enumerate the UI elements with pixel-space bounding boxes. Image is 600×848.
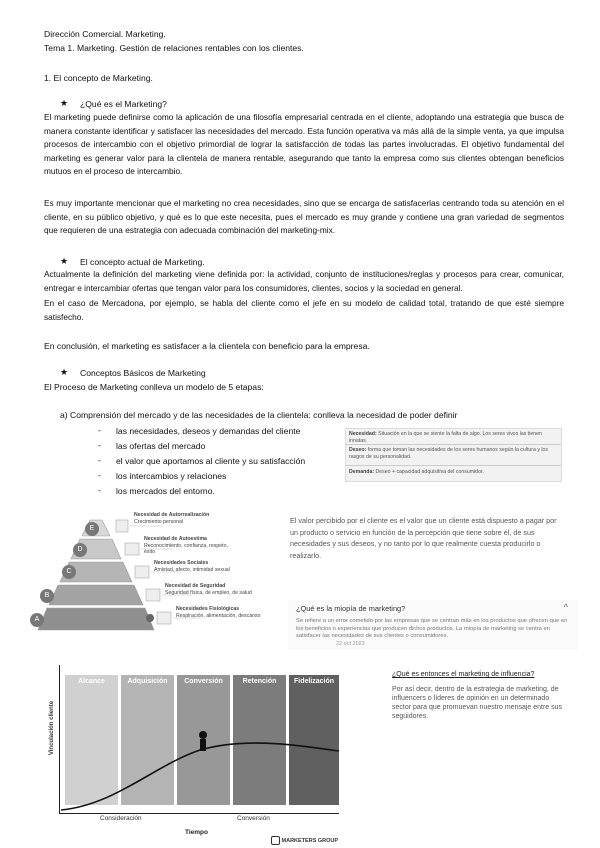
- pyramid-level-b: Necesidad de Seguridad Seguridad física, de empleo, de salud: [165, 583, 252, 596]
- paragraph-current-definition: Actualmente la definición del marketing viene definida por: la actividad, conjunto de instituciones/reglas y procesos para crear, comunicar, entregar e intercambiar ofertas que tengan valor para los consumidores, clientes, socios y la sociedad en general.: [44, 269, 564, 293]
- influencer-question: ¿Qué es entonces el marketing de influencia?: [392, 671, 535, 678]
- customer-journey-chart: [45, 665, 345, 845]
- value-perceived-note: El valor percibido por el cliente es el valor que un cliente está dispuesto a pagar por un producto o servicio en función de la percepción que tiene sobre él, de sus necesidades y sus deseos, y no tanto por lo que realmente cuesta producirlo o realizarlo.: [290, 516, 557, 560]
- star-bullet-icon: ★: [60, 367, 69, 377]
- definition-necesidad: Necesidad: Situación en la que se siente la falta de algo. Los seres vivos las tienen innatas.: [349, 431, 542, 444]
- bullet-item: los intercambios y relaciones: [116, 471, 227, 481]
- bullet-item: los mercados del entorno.: [116, 486, 215, 496]
- conclusion: En conclusión, el marketing es satisfacer a la clientela con beneficio para la empresa.: [44, 341, 370, 351]
- bullet-dash: -: [98, 485, 101, 495]
- faq-answer: Se refiere a un error cometido por las empresas que se centran más en los productos que ofrecen que en los beneficios o experiencias que producen dichos productos. La miopía de marketing se centra en satisfacer las necesidades de sus clientes o consumidores.: [296, 618, 568, 640]
- definition-demanda: Demanda: Deseo + capacidad adquisitiva del consumidor.: [349, 469, 484, 475]
- paragraph-needs: Es muy importante mencionar que el marketing no crea necesidades, sino que se encarga de satisfacerlas centrando toda su atención en el cliente, en su público objetivo, y qué es lo que este necesita, pues el mercado es muy grande y contiene una gran variedad de segmentos que requieren de una estrategia con adecuada combinación del marketing-mix.: [44, 198, 564, 236]
- stage-title: Retención: [242, 678, 277, 685]
- paragraph-definition: El marketing puede definirse como la aplicación de una filosofía empresarial centrada en el cliente, adoptando una estrategia que busca de manera constante identificar y satisfacer las necesidades del mercado. Esta función operativa va más allá de la simple venta, ya que impulsa procesos de intercambio con el objetivo primordial de lograr la satisfacción de todas las partes involucradas. El objetivo fundamental del marketing es generar valor para la clientela de manera rentable, asegurando que tanto la empresa como sus clientes obtengan beneficios mutuos en el proceso de intercambio.: [44, 112, 564, 177]
- pyramid-level-d: Necesidad de Autoestima Reconocimiento, confianza, respeto, éxito: [144, 536, 228, 556]
- level-letter-a: A: [30, 613, 44, 627]
- stage-title: Conversión: [184, 678, 223, 685]
- divider: [346, 444, 561, 445]
- bottom-label: Consideración: [100, 815, 142, 822]
- x-axis-label: Tiempo: [185, 829, 208, 836]
- influencer-note: [392, 670, 568, 721]
- brand-label: MARKETERS GROUP: [271, 836, 338, 845]
- engagement-curve: [45, 665, 345, 825]
- paragraph-mercadona: En el caso de Mercadona, por ejemplo, se habla del cliente como el jefe en su modelo de calidad total, tratando de que esté siempre satisfecho.: [44, 298, 564, 322]
- process-intro: El Proceso de Marketing conlleva un modelo de 5 etapas:: [44, 382, 264, 392]
- doc-header-line1: Dirección Comercial. Marketing.: [44, 29, 166, 39]
- pyramid-level-e: Necesidad de Autorrealización Crecimiento personal: [134, 512, 210, 525]
- bullet-dash: -: [98, 440, 101, 450]
- level-letter-c: C: [62, 565, 76, 579]
- divider: [346, 465, 561, 466]
- faq-question: ¿Qué es la miopía de marketing?: [296, 604, 406, 613]
- doc-header-line2: Tema 1. Marketing. Gestión de relaciones rentables con los clientes.: [44, 43, 304, 53]
- pyramid-level-a: Necesidades Fisiológicas Respiración, alimentación, descanso: [176, 606, 261, 619]
- heading-conceptos-basicos: Conceptos Básicos de Marketing: [80, 368, 206, 378]
- bullet-item: el valor que aportamos al cliente y su satisfacción: [116, 456, 306, 466]
- bottom-label: Conversión: [237, 815, 270, 822]
- heading-concepto-actual: El concepto actual de Marketing.: [80, 257, 205, 267]
- step-a: a) Comprensión del mercado y de las necesidades de la clientela: conlleva la necesidad de poder definir: [60, 410, 458, 420]
- stage-title: Fidelización: [293, 678, 335, 685]
- heading-que-es-marketing: ¿Qué es el Marketing?: [80, 99, 167, 109]
- faq-card: [288, 600, 578, 650]
- bullet-item: las ofertas del mercado: [116, 441, 206, 451]
- star-bullet-icon: ★: [60, 98, 69, 108]
- bullet-dash: -: [98, 470, 101, 480]
- star-bullet-icon: ★: [60, 256, 69, 266]
- level-letter-d: D: [73, 543, 87, 557]
- y-axis-label: Vinculación cliente: [49, 700, 55, 756]
- bullet-dash: -: [98, 425, 101, 435]
- chevron-up-icon[interactable]: ^: [563, 602, 568, 612]
- bullet-item: las necesidades, deseos y demandas del cliente: [116, 426, 301, 436]
- section-title: 1. El concepto de Marketing.: [44, 73, 153, 83]
- brand-logo-icon: [271, 836, 280, 845]
- influencer-answer: Por así decir, dentro de la estrategia de marketing, de influencers o líderes de opinión en un determinado sector para que promuevan nuestro mensaje entre sus seguidores.: [392, 686, 563, 720]
- definition-deseo: Deseo: forma que toman las necesidades de los seres humanos según la cultura y los rasgos de su personalidad.: [349, 447, 548, 460]
- level-letter-e: E: [85, 522, 99, 536]
- pyramid-level-c: Necesidades Sociales Amistad, afecto, intimidad sexual: [154, 560, 230, 573]
- definitions-box: [345, 428, 562, 482]
- faq-date: 22 oct 2023: [336, 641, 365, 647]
- stage-title: Alcance: [78, 678, 105, 685]
- maslow-pyramid: [30, 510, 280, 635]
- bullet-dash: -: [98, 455, 101, 465]
- stage-title: Adquisición: [127, 678, 168, 685]
- level-letter-b: B: [40, 589, 54, 603]
